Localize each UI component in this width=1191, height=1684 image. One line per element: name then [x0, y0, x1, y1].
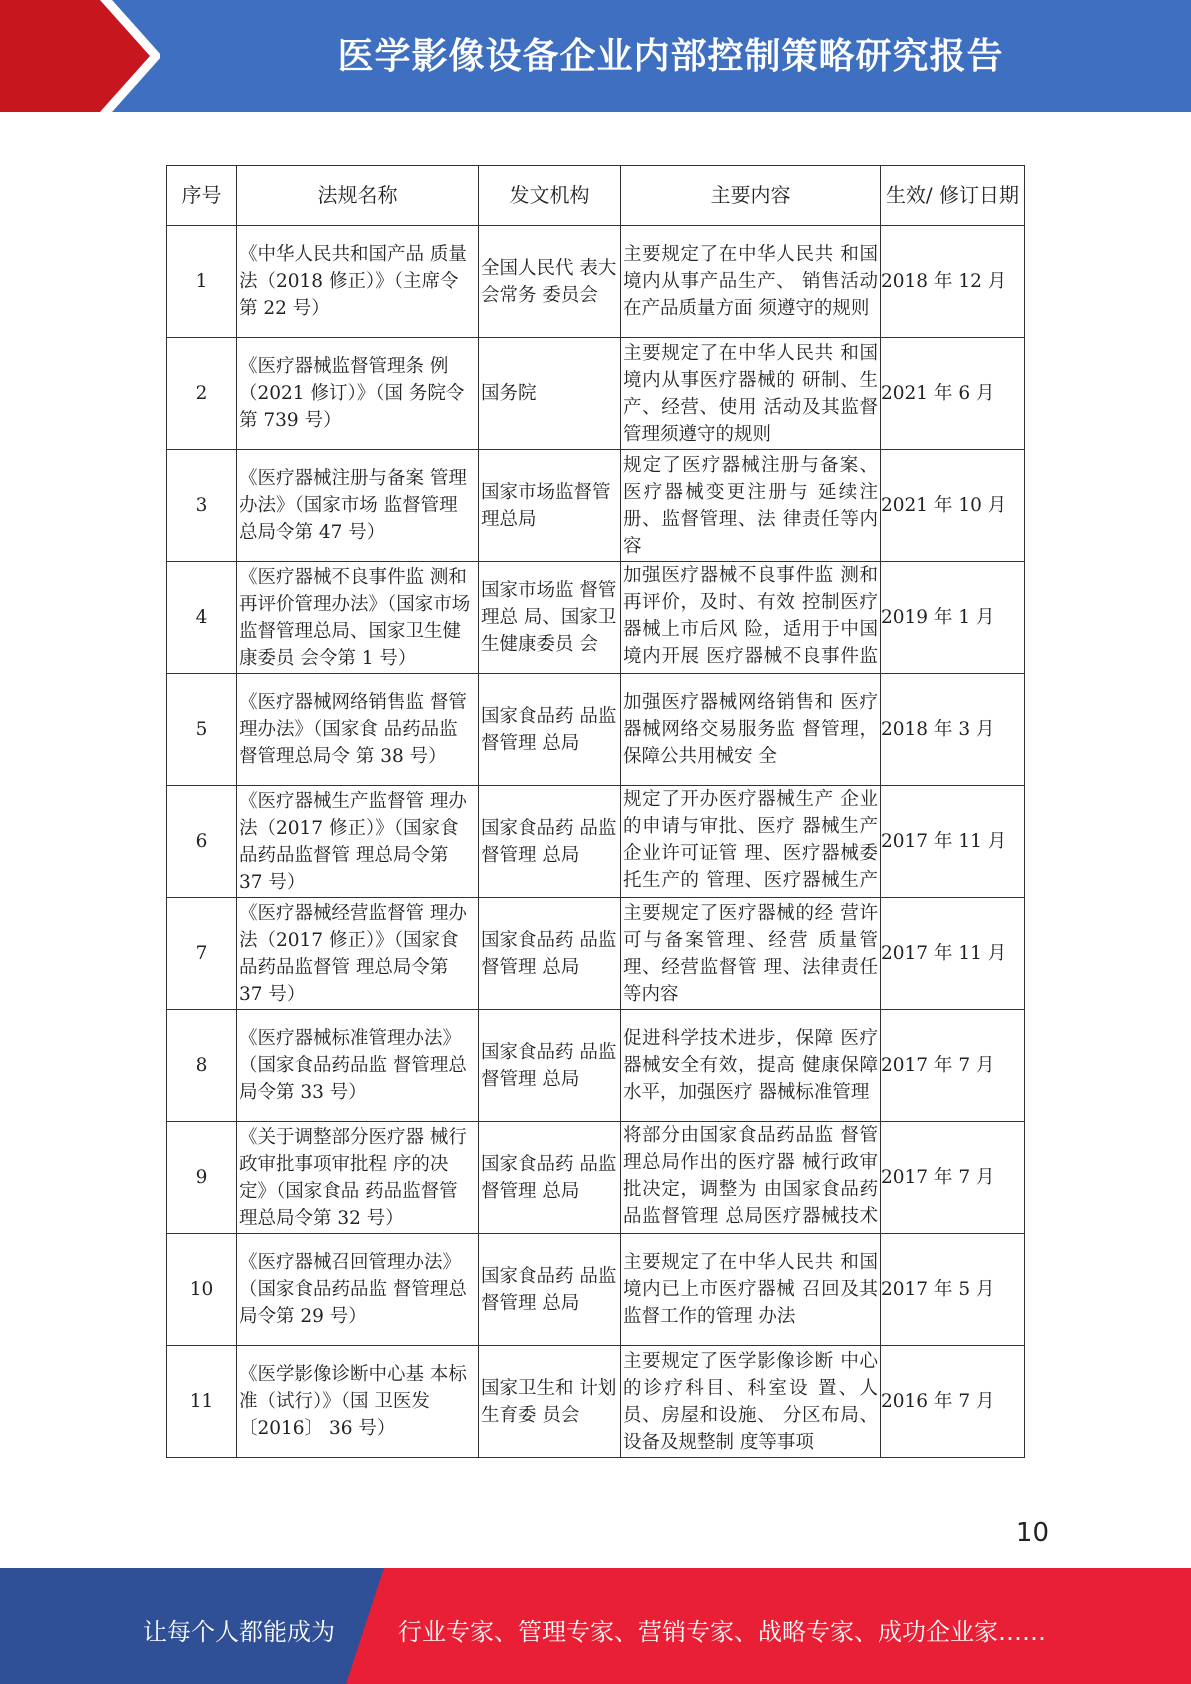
- effective-date: 2017 年 7 月: [881, 1010, 1025, 1122]
- footer-slogan-right: 行业专家、管理专家、营销专家、战略专家、成功企业家……: [398, 1618, 1046, 1646]
- main-content: 将部分由国家食品药品监 督管理总局作出的医疗器 械行政审批决定，调整为 由国家食品药品监督管理 总局医疗器械技术: [623, 1125, 878, 1227]
- row-number: 4: [167, 562, 237, 674]
- row-number: 8: [167, 1010, 237, 1122]
- issuing-agency: 国家食品药 品监督管理 总局: [481, 1041, 617, 1090]
- regulation-name: 《中华人民共和国产品 质量法（2018 修正）》（主席令第 22 号）: [239, 244, 467, 319]
- table-row: [167, 338, 1025, 450]
- main-content: 促进科学技术进步，保障 医疗器械安全有效，提高 健康保障水平，加强医疗 器械标准管理: [623, 1028, 878, 1103]
- table-row: [167, 450, 1025, 562]
- issuing-agency: 国务院: [481, 383, 537, 404]
- issuing-agency: 全国人民代 表大会常务 委员会: [481, 257, 617, 306]
- table-header-row: [167, 166, 1025, 226]
- main-content: 主要规定了在中华人民共 和国境内从事产品生产、 销售活动在产品质量方面 须遵守的规则: [623, 244, 878, 319]
- issuing-agency: 国家卫生和 计划生育委 员会: [481, 1377, 617, 1426]
- regulation-name: 《关于调整部分医疗器 械行政审批事项审批程 序的决定》（国家食品 药品监督管理总局令第 32 号）: [239, 1126, 467, 1229]
- main-content: 加强医疗器械不良事件监 测和再评价，及时、有效 控制医疗器械上市后风 险，适用于中国境内开展 医疗器械不良事件监: [623, 565, 878, 667]
- effective-date: 2019 年 1 月: [881, 562, 1025, 674]
- regulation-name: 《医疗器械网络销售监 督管理办法》（国家食 品药品监督管理总局令 第 38 号）: [239, 692, 467, 767]
- page-number: 10: [1015, 1518, 1049, 1548]
- effective-date: 2018 年 3 月: [881, 674, 1025, 786]
- regulation-name: 《医疗器械召回管理办法》（国家食品药品监 督管理总局令第 29 号）: [239, 1252, 467, 1327]
- regulation-name: 《医疗器械监督管理条 例（2021 修订）》（国 务院令第 739 号）: [239, 356, 465, 431]
- regulation-name: 《医疗器械不良事件监 测和再评价管理办法》（国家市场监督管理总局、国家卫生健康委员 会令第 1 号）: [239, 566, 471, 669]
- effective-date: 2017 年 7 月: [881, 1122, 1025, 1234]
- issuing-agency: 国家食品药 品监督管理 总局: [481, 1153, 617, 1202]
- header-date: 生效/ 修订日期: [881, 166, 1025, 226]
- effective-date: 2017 年 5 月: [881, 1234, 1025, 1346]
- table-row: [167, 1122, 1025, 1234]
- regulation-name: 《医疗器械标准管理办法》（国家食品药品监 督管理总局令第 33 号）: [239, 1028, 467, 1103]
- main-content: 主要规定了在中华人民共 和国境内已上市医疗器械 召回及其监督工作的管理 办法: [623, 1252, 878, 1327]
- effective-date: 2017 年 11 月: [881, 898, 1025, 1010]
- table-row: [167, 1010, 1025, 1122]
- main-content: 主要规定了医疗器械的经 营许可与备案管理、经营 质量管理、经营监督管 理、法律责任等内容: [623, 902, 878, 1005]
- row-number: 9: [167, 1122, 237, 1234]
- report-title: 医学影像设备企业内部控制策略研究报告: [337, 36, 1004, 77]
- main-content: 加强医疗器械网络销售和 医疗器械网络交易服务监 督管理，保障公共用械安 全: [623, 692, 878, 767]
- header-name: 法规名称: [237, 166, 479, 226]
- table-row: [167, 674, 1025, 786]
- issuing-agency: 国家食品药 品监督管理 总局: [481, 1265, 617, 1314]
- effective-date: 2021 年 10 月: [881, 450, 1025, 562]
- issuing-agency: 国家市场监督管理总局: [481, 481, 611, 530]
- table-row: [167, 1346, 1025, 1458]
- header-chevron-decoration: [0, 0, 160, 112]
- row-number: 11: [167, 1346, 237, 1458]
- issuing-agency: 国家市场监 督管理总 局、国家卫 生健康委员 会: [481, 580, 617, 655]
- row-number: 6: [167, 786, 237, 898]
- row-number: 10: [167, 1234, 237, 1346]
- table-row: [167, 562, 1025, 674]
- regulations-table: [166, 165, 1025, 1458]
- page-header: [0, 0, 1191, 112]
- table-row: [167, 898, 1025, 1010]
- effective-date: 2021 年 6 月: [881, 338, 1025, 450]
- regulation-name: 《医疗器械生产监督管 理办法（2017 修正）》（国家食品药品监督管 理总局令第 37 号）: [239, 790, 467, 893]
- row-number: 3: [167, 450, 237, 562]
- main-content: 主要规定了医学影像诊断 中心的诊疗科目、科室设 置、人员、房屋和设施、 分区布局、设备及规整制 度等事项: [623, 1350, 878, 1453]
- effective-date: 2018 年 12 月: [881, 226, 1025, 338]
- issuing-agency: 国家食品药 品监督管理 总局: [481, 817, 617, 866]
- table-row: [167, 1234, 1025, 1346]
- header-content: 主要内容: [621, 166, 881, 226]
- row-number: 1: [167, 226, 237, 338]
- main-content: 规定了开办医疗器械生产 企业的申请与审批、医疗 器械生产企业许可证管 理、医疗器械委托生产的 管理、医疗器械生产: [623, 789, 878, 891]
- regulation-name: 《医学影像诊断中心基 本标准（试行）》（国 卫医发〔2016〕 36 号）: [239, 1364, 467, 1439]
- row-number: 2: [167, 338, 237, 450]
- main-content: 规定了医疗器械注册与备案、医疗器械变更注册与 延续注册、监督管理、法 律责任等内容: [623, 454, 878, 557]
- main-content: 主要规定了在中华人民共 和国境内从事医疗器械的 研制、生产、经营、使用 活动及其监督管理须遵守的规则: [623, 342, 878, 445]
- issuing-agency: 国家食品药 品监督管理 总局: [481, 705, 617, 754]
- issuing-agency: 国家食品药 品监督管理 总局: [481, 929, 617, 978]
- effective-date: 2016 年 7 月: [881, 1346, 1025, 1458]
- regulation-name: 《医疗器械经营监督管 理办法（2017 修正）》（国家食品药品监督管 理总局令第 37 号）: [239, 902, 467, 1005]
- regulation-name: 《医疗器械注册与备案 管理办法》（国家市场 监督管理总局令第 47 号）: [239, 468, 467, 543]
- effective-date: 2017 年 11 月: [881, 786, 1025, 898]
- header-org: 发文机构: [479, 166, 621, 226]
- table-row: [167, 786, 1025, 898]
- header-no: 序号: [167, 166, 237, 226]
- table-row: [167, 226, 1025, 338]
- footer-slogan-left: 让每个人都能成为: [143, 1618, 335, 1646]
- row-number: 5: [167, 674, 237, 786]
- page-footer: [0, 1568, 1191, 1684]
- row-number: 7: [167, 898, 237, 1010]
